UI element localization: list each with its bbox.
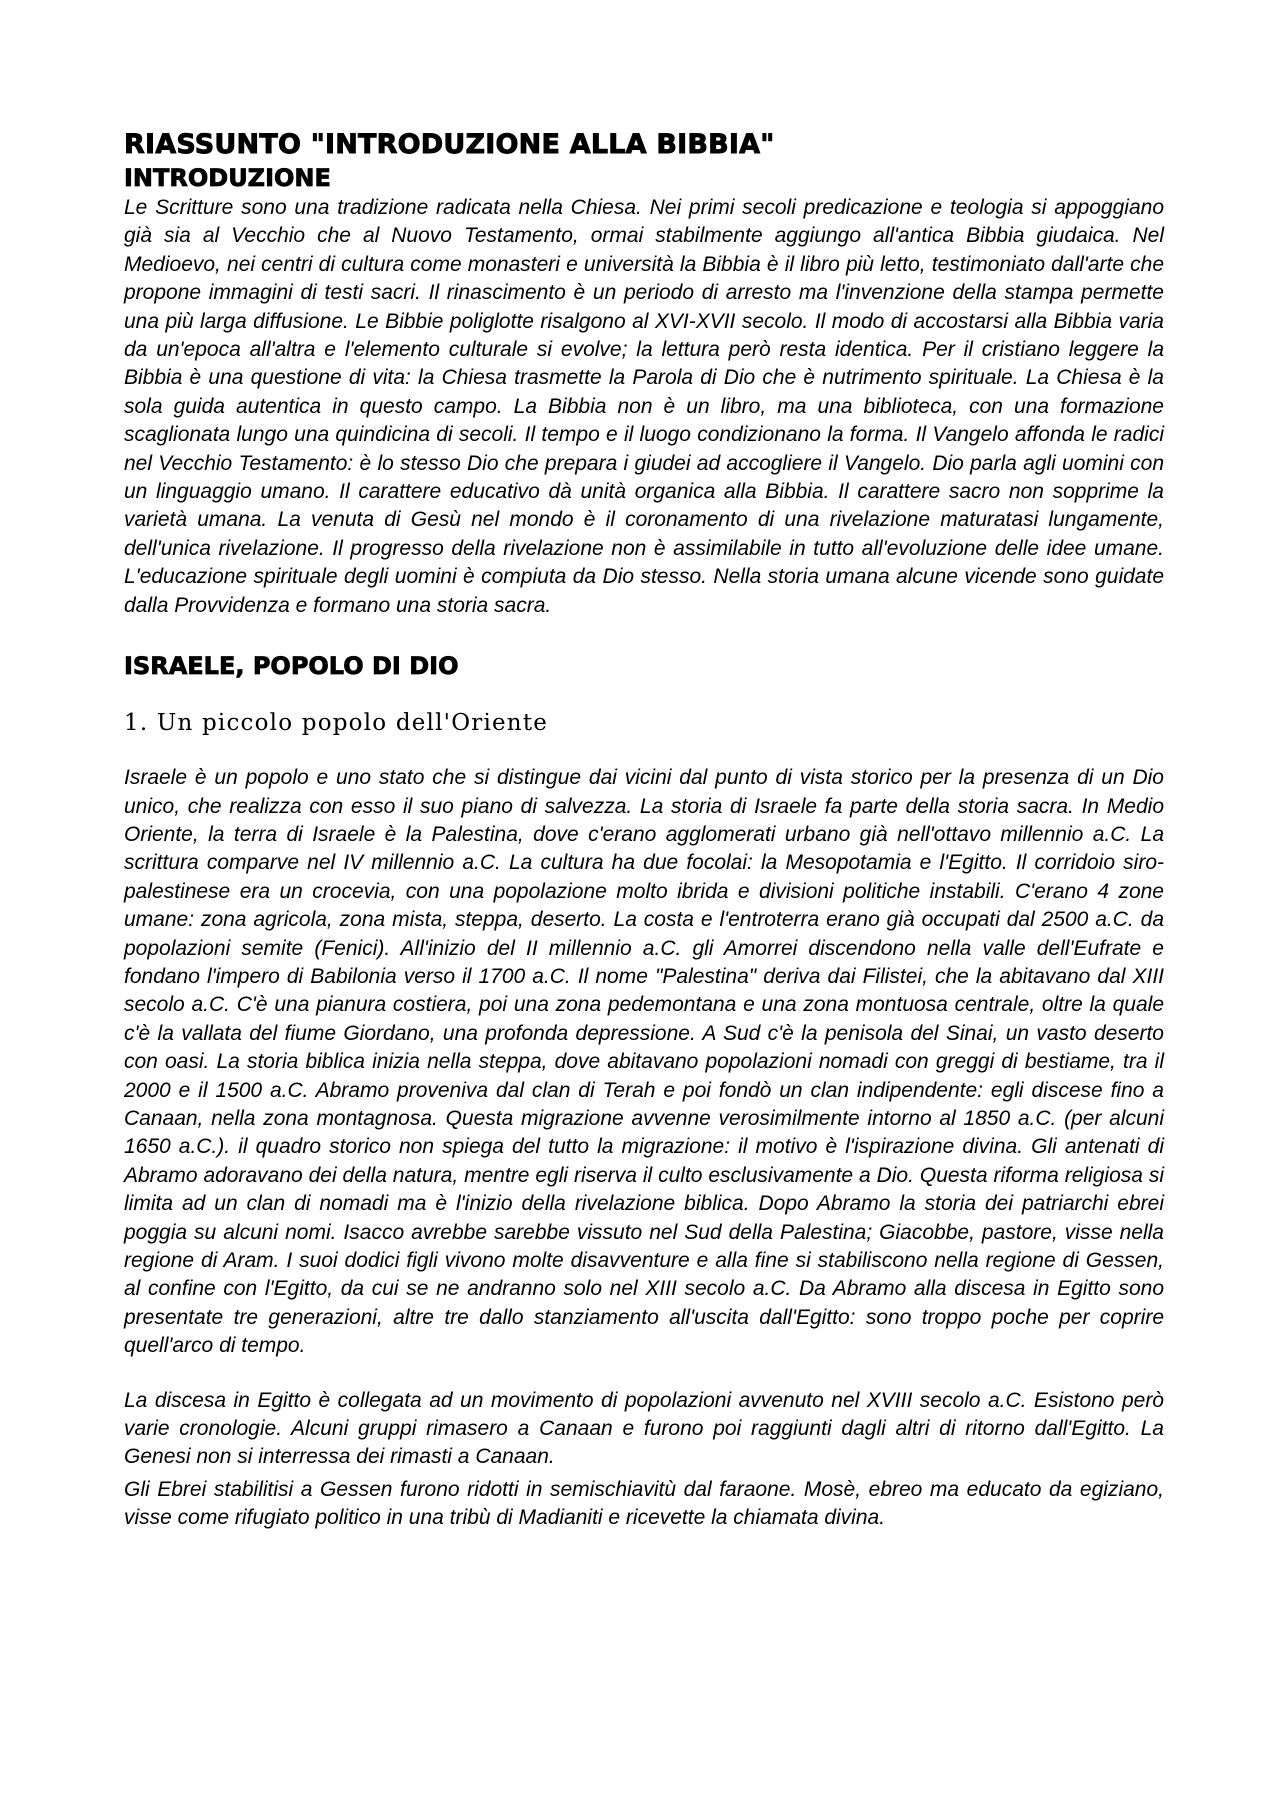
document-title: RIASSUNTO "INTRODUZIONE ALLA BIBBIA" bbox=[124, 129, 775, 160]
section-heading-israele: ISRAELE, POPOLO DI DIO bbox=[124, 652, 459, 681]
paragraph-israele-3: Gli Ebrei stabilitisi a Gessen furono ridotti in semischiavitù dal faraone. Mosè, ebreo ma educato da egiziano, visse come rifugiato politico in una tribù di Madianiti e ricevette la chiamata divina. bbox=[124, 1477, 1164, 1530]
paragraph-israele-2: La discesa in Egitto è collegata ad un movimento di popolazioni avvenuto nel XVIII secolo a.C. Esistono però varie cronologie. Alcuni gruppi rimasero a Canaan e furono poi raggiunti dagli altri di ritorno dall'Egitto. La Genesi non si interressa dei rimasti a Canaan. bbox=[124, 1388, 1164, 1469]
subsection-heading-piccolo-popolo: 1. Un piccolo popolo dell'Oriente bbox=[124, 710, 549, 737]
paragraph-introduzione: Le Scritture sono una tradizione radicata nella Chiesa. Nei primi secoli predicazione e teologia si appoggiano già sia al Vecchio che al Nuovo Testamento, ormai stabilmente aggiungo all'antica Bibbia giudaica. Nel Medioevo, nei centri di cultura come monasteri e università la Bibbia è il libro più letto, testimoniato dall'arte che propone immagini di testi sacri. Il rinascimento è un periodo di arresto ma l'invenzione della stampa permette una più larga diffusione. Le Bibbie poliglotte risalgono al XVI-XVII secolo. Il modo di accostarsi alla Bibbia varia da un'epoca all'altra e l'elemento culturale si evolve; la lettura però resta identica. Per il cristiano leggere la Bibbia è una questione di vita: la Chiesa trasmette la Parola di Dio che è nutrimento spirituale. La Chiesa è la sola guida autentica in questo campo. La Bibbia non è un libro, ma una biblioteca, con una formazione scaglionata lungo una quindicina di secoli. Il tempo e il luogo condizionano la forma. Il Vangelo affonda le radici nel Vecchio Testamento: è lo stesso Dio che prepara i giudei ad accogliere il Vangelo. Dio parla agli uomini con un linguaggio umano. Il carattere educativo dà unità organica alla Bibbia. Il carattere sacro non sopprime la varietà umana. La venuta di Gesù nel mondo è il coronamento di una rivelazione maturatasi lungamente, dell'unica rivelazione. Il progresso della rivelazione non è assimilabile in tutto all'evoluzione delle idee umane. L'educazione spirituale degli uomini è compiuta da Dio stesso. Nella storia umana alcune vicende sono guidate dalla Provvidenza e formano una storia sacra. bbox=[124, 196, 1164, 617]
section-heading-introduzione: INTRODUZIONE bbox=[124, 164, 331, 192]
document-content bbox=[124, 128, 1164, 1533]
paragraph-israele-1: Israele è un popolo e uno stato che si distingue dai vicini dal punto di vista storico per la presenza di un Dio unico, che realizza con esso il suo piano di salvezza. La storia di Israele fa parte della storia sacra. In Medio Oriente, la terra di Israele è la Palestina, dove c'erano agglomerati urbano già nell'ottavo millennio a.C. La scrittura comparve nel IV millennio a.C. La cultura ha due focolai: la Mesopotamia e l'Egitto. Il corridoio siro- palestinese era un crocevia, con una popolazione molto ibrida e divisioni politiche instabili. C'erano 4 zone umane: zona agricola, zona mista, steppa, deserto. La costa e l'entroterra erano già occupati dal 2500 a.C. da popolazioni semite (Fenici). All'inizio del II millennio a.C. gli Amorrei discendono nella valle dell'Eufrate e fondano l'impero di Babilonia verso il 1700 a.C. Il nome "Palestina" deriva dai Filistei, che la abitavano dal XIII secolo a.C. C'è una pianura costiera, poi una zona pedemontana e una zona montuosa centrale, oltre la quale c'è la vallata del fiume Giordano, una profonda depressione. A Sud c'è la penisola del Sinai, un vasto deserto con oasi. La storia biblica inizia nella steppa, dove abitavano popolazioni nomadi con greggi di bestiame, tra il 2000 e il 1500 a.C. Abramo proveniva dal clan di Terah e poi fondò un clan indipendente: egli discese fino a Canaan, nella zona montagnosa. Questa migrazione avvenne verosimilmente intorno al 1850 a.C. (per alcuni 1650 a.C.). il quadro storico non spiega del tutto la migrazione: il motivo è l'ispirazione divina. Gli antenati di Abramo adoravano dei della natura, mentre egli riserva il culto esclusivamente a Dio. Questa riforma religiosa si limita ad un clan di nomadi ma è l'inizio della rivelazione biblica. Dopo Abramo la storia dei patriarchi ebrei poggia su alcuni nomi. Isacco avrebbe sarebbe vissuto nel Sud della Palestina; Giacobbe, pastore, visse nella regione di Aram. I suoi dodici figli vivono molte disavventure e alla fine si stabiliscono nella regione di Gessen, al confine con l'Egitto, da cui se ne andranno solo nel XIII secolo a.C. Da Abramo alla discesa in Egitto sono presentate tre generazioni, altre tre dallo stanziamento all'uscita dall'Egitto: sono troppo poche per coprire quell'arco di tempo. bbox=[124, 766, 1164, 1358]
